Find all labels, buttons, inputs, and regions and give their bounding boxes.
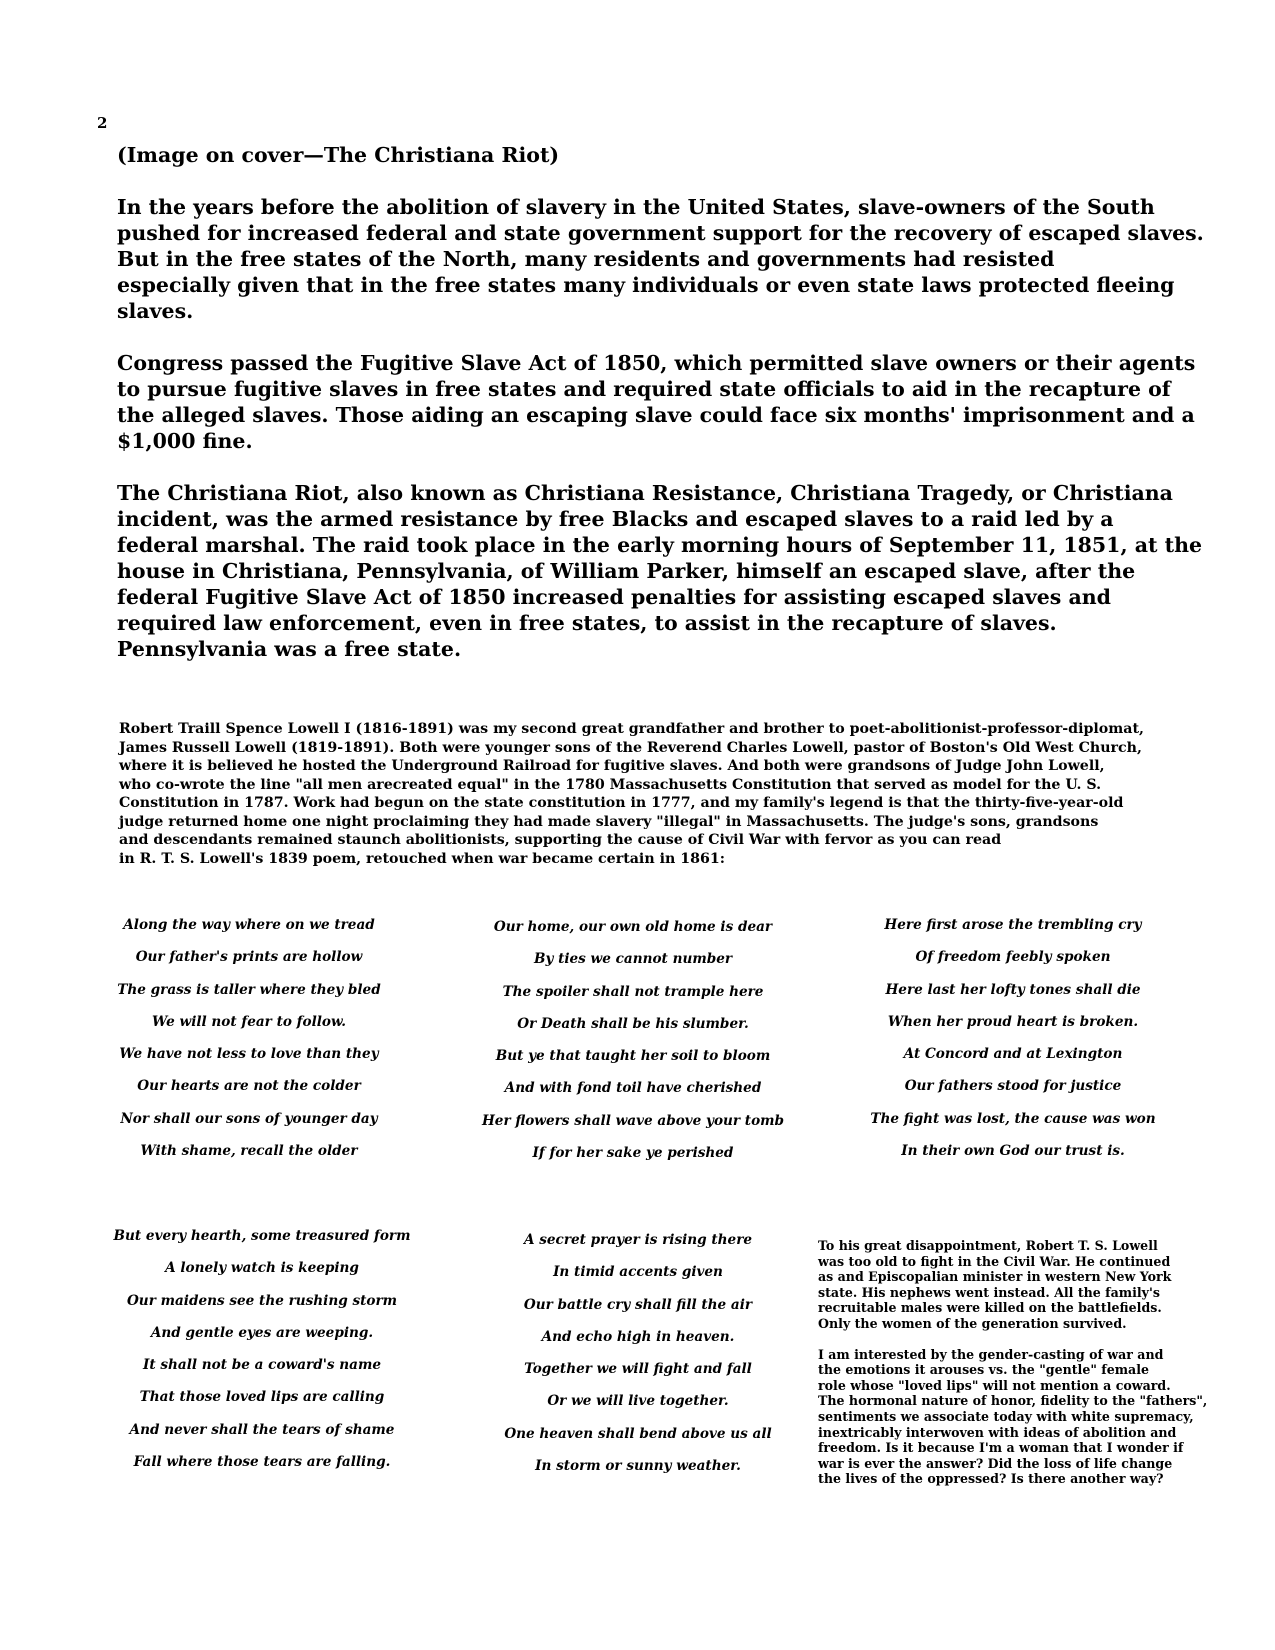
verse-line: That those loved lips are calling — [139, 1389, 385, 1406]
verse-line: Fall where those tears are falling. — [133, 1454, 391, 1471]
verse-line: The fight was lost, the cause was won — [870, 1110, 1156, 1127]
commentary-line: state. His nephews went instead. All the family's — [818, 1284, 1160, 1300]
paragraph-line: to pursue fugitive slaves in free states and required state officials to aid in the recapture of — [117, 377, 1171, 401]
verse-line: Our battle cry shall fill the air — [523, 1296, 753, 1313]
verse-line: In storm or sunny weather. — [535, 1458, 741, 1475]
poem-stanza-1 — [84, 915, 414, 1173]
commentary-line: freedom. Is it because I'm a woman that I wonder if — [818, 1440, 1184, 1456]
commentary-line: I am interested by the gender-casting of war and — [818, 1346, 1164, 1362]
commentary-paragraph-civil-war — [818, 1238, 1258, 1332]
verse-line: Along the way where on we tread — [123, 917, 375, 933]
paragraph-line: The Christiana Riot, also known as Christiana Resistance, Christiana Tragedy, or Christiana — [117, 481, 1173, 505]
verse-line: At Concord and at Lexington — [903, 1046, 1123, 1063]
verse-line: When her proud heart is broken. — [887, 1013, 1139, 1030]
commentary-line: as and Episcopalian minister in western New York — [818, 1269, 1172, 1285]
commentary-line: was too old to fight in the Civil War. He continued — [818, 1253, 1171, 1269]
verse-line: One heaven shall bend above us all — [504, 1425, 772, 1442]
paragraph-line: slaves. — [117, 299, 194, 323]
page-number: 2 — [97, 114, 108, 132]
paragraph-line: Pennsylvania was a free state. — [117, 637, 462, 661]
verse-line: It shall not be a coward's name — [143, 1357, 381, 1374]
intro-line: Robert Traill Spence Lowell I (1816-1891) was my second great grandfather and brother to poet-abolitionist-professor-diplomat, — [119, 721, 1144, 737]
main-text — [117, 142, 1217, 688]
commentary-line: the lives of the oppressed? Is there another way? — [818, 1471, 1164, 1487]
commentary-line: inextricably interwoven with ideas of abolition and — [818, 1424, 1177, 1440]
intro-line: in R. T. S. Lowell's 1839 poem, retouched when war became certain in 1861: — [119, 850, 725, 867]
paragraph-line: house in Christiana, Pennsylvania, of William Parker, himself an escaped slave, after the — [117, 559, 1136, 583]
commentary-line: role whose "loved lips" will not mention a coward. — [818, 1377, 1171, 1393]
paragraph-line: federal Fugitive Slave Act of 1850 increased penalties for assisting escaped slaves and — [117, 585, 1111, 609]
verse-line: In timid accents given — [553, 1264, 723, 1281]
verse-line: A secret prayer is rising there — [523, 1232, 753, 1248]
verse-line: Here first arose the trembling cry — [884, 917, 1142, 933]
verse-line: With shame, recall the older — [140, 1143, 358, 1160]
paragraph-line: But in the free states of the North, many residents and governments had resisted — [117, 247, 1055, 271]
verse-line: But ye that taught her soil to bloom — [495, 1048, 771, 1065]
verse-line: And never shall the tears of shame — [129, 1421, 395, 1438]
paragraph-line: required law enforcement, even in free states, to assist in the recapture of slaves. — [117, 611, 1057, 635]
verse-line: Our hearts are not the colder — [137, 1078, 361, 1095]
paragraph-line: $1,000 fine. — [117, 429, 253, 453]
verse-line: If for her sake ye perished — [532, 1145, 734, 1162]
intro-line: Constitution in 1787. Work had begun on the state constitution in 1777, and my family's legend is that the thirty-five-year-old — [119, 795, 1124, 811]
verse-line: Our home, our own old home is dear — [493, 919, 773, 935]
paragraph-line: especially given that in the free states many individuals or even state laws protected fleeing — [117, 273, 1175, 297]
verse-line: Our fathers stood for justice — [904, 1078, 1122, 1095]
paragraph-line: In the years before the abolition of slavery in the United States, slave-owners of the South — [117, 195, 1155, 219]
verse-line: Or Death shall be his slumber. — [517, 1015, 749, 1032]
verse-line: We will not fear to follow. — [151, 1013, 347, 1030]
poem-stanza-2 — [468, 917, 798, 1175]
poem-stanza-4 — [97, 1226, 427, 1484]
poem-stanza-5 — [473, 1230, 803, 1488]
verse-line: Our father's prints are hollow — [135, 949, 363, 966]
verse-line: And echo high in heaven. — [541, 1328, 735, 1345]
verse-line: Or we will live together. — [547, 1393, 729, 1410]
verse-line: A lonely watch is keeping — [165, 1260, 359, 1277]
commentary-line: To his great disappointment, Robert T. S. Lowell — [818, 1238, 1158, 1253]
paragraph-fugitive-slave-act — [117, 350, 1217, 454]
verse-line: Her flowers shall wave above your tomb — [481, 1112, 785, 1129]
verse-line: Of freedom feebly spoken — [915, 949, 1111, 966]
paragraph-christiana-riot — [117, 480, 1217, 662]
commentary-line: Only the women of the generation survived. — [818, 1315, 1127, 1331]
verse-line: But every hearth, some treasured form — [113, 1228, 411, 1244]
verse-line: By ties we cannot number — [533, 951, 733, 968]
commentary-line: war is ever the answer? Did the loss of life change — [818, 1455, 1173, 1471]
commentary-line: the emotions it arouses vs. the "gentle" female — [818, 1362, 1150, 1378]
paragraph-line: federal marshal. The raid took place in the early morning hours of September 11, 1851, at the — [117, 533, 1203, 557]
commentary-line: The hormonal nature of honor, fidelity to the "fathers", — [818, 1393, 1208, 1409]
paragraph-abolition-background — [117, 194, 1217, 324]
verse-line: The grass is taller where they bled — [117, 981, 381, 998]
intro-line: where it is believed he hosted the Underground Railroad for fugitive slaves. And both were grandsons of Judge John Lowell, — [119, 758, 1105, 774]
poem-stanza-3 — [848, 915, 1178, 1173]
lowell-family-intro — [119, 720, 1219, 868]
intro-line: James Russell Lowell (1819-1891). Both were younger sons of the Reverend Charles Lowell, pastor of Boston's Old West Church, — [119, 739, 1142, 756]
verse-line: The spoiler shall not trample here — [502, 983, 764, 1000]
verse-line: Nor shall our sons of younger day — [120, 1110, 378, 1127]
author-commentary — [818, 1238, 1258, 1502]
commentary-paragraph-gender — [818, 1347, 1258, 1487]
intro-line: who co-wrote the line "all men arecreated equal" in the 1780 Massachusetts Constitution that served as model for the U. S. — [119, 776, 1102, 793]
paragraph-line: the alleged slaves. Those aiding an escaping slave could face six months' imprisonment and a — [117, 403, 1195, 427]
intro-line: and descendants remained staunch abolitionists, supporting the cause of Civil War with fervor as you can read — [119, 832, 1002, 848]
verse-line: And gentle eyes are weeping. — [150, 1324, 374, 1341]
paragraph-line: incident, was the armed resistance by free Blacks and escaped slaves to a raid led by a — [117, 507, 1114, 531]
commentary-line: sentiments we associate today with white supremacy, — [818, 1408, 1194, 1424]
verse-line: Our maidens see the rushing storm — [126, 1292, 398, 1309]
verse-line: We have not less to love than they — [119, 1046, 379, 1063]
paragraph-line: pushed for increased federal and state government support for the recovery of escaped slaves. — [117, 221, 1204, 245]
paragraph-line: Congress passed the Fugitive Slave Act of 1850, which permitted slave owners or their agents — [117, 351, 1196, 375]
verse-line: And with fond toil have cherished — [504, 1080, 762, 1097]
verse-line: In their own God our trust is. — [901, 1143, 1125, 1160]
verse-line: Here last her lofty tones shall die — [885, 981, 1141, 998]
commentary-line: recruitable males were killed on the battlefields. — [818, 1300, 1162, 1316]
cover-note: (Image on cover—The Christiana Riot) — [117, 143, 560, 167]
verse-line: Together we will fight and fall — [524, 1361, 752, 1378]
intro-line: judge returned home one night proclaiming they had made slavery "illegal" in Massachusetts. The judge's sons, grandsons — [119, 813, 1099, 830]
